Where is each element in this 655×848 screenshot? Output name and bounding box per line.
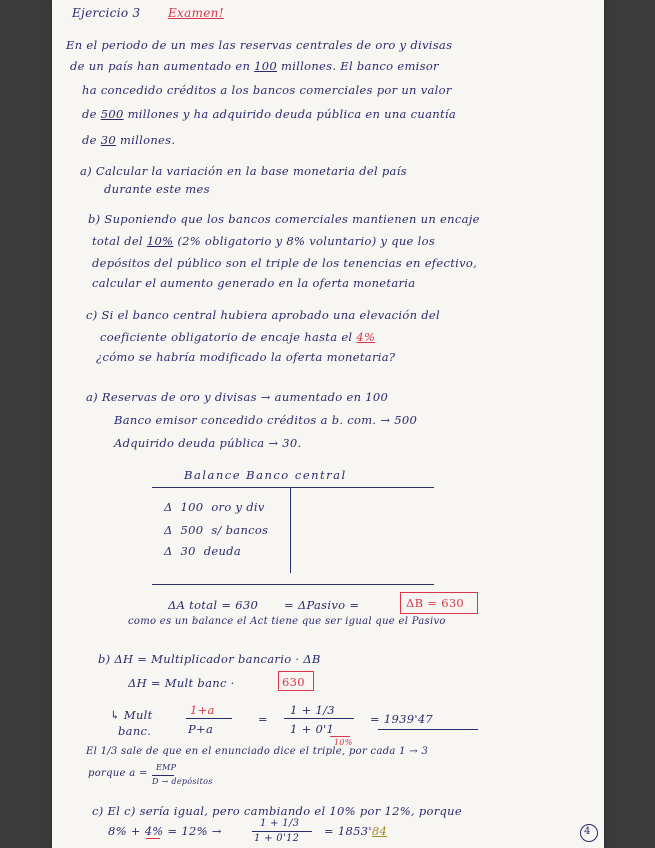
notebook-page: [52, 0, 604, 848]
result-a: ΔB = 630: [406, 596, 465, 610]
table-row-3: Δ 30 deuda: [164, 544, 241, 558]
t-account-center-line: [290, 487, 291, 573]
answer-a-line-2: Banco emisor concedido créditos a b. com. → 500: [114, 413, 418, 427]
question-c-line-3: ¿cómo se habría modificado la oferta monetaria?: [96, 350, 396, 364]
exercise-heading: Ejercicio 3: [72, 6, 141, 20]
exam-label: Examen!: [168, 6, 224, 20]
statement-line-4: de 500 millones y ha adquirido deuda pública en una cuantía: [82, 107, 457, 121]
t-account-bottom-line: [152, 584, 434, 585]
question-a-line-2: durante este mes: [104, 182, 210, 196]
balance-note: como es un balance el Act tiene que ser igual que el Pasivo: [128, 616, 446, 627]
question-b-line-4: calcular el aumento generado en la oferta monetaria: [92, 276, 416, 290]
frac3-bar: [252, 831, 312, 832]
balance-table-title: Balance Banco central: [184, 468, 347, 482]
question-b-line-1: b) Suponiendo que los bancos comerciales mantienen un encaje: [88, 212, 480, 226]
frac2-underline: [330, 736, 350, 737]
table-row-1: Δ 100 oro y div: [164, 500, 265, 514]
answer-a-line-3: Adquirido deuda pública → 30.: [114, 436, 302, 450]
total-assets: ΔA total = 630: [168, 598, 259, 612]
table-row-2: Δ 500 s/ bancos: [164, 523, 269, 537]
eq-sign-b: =: [258, 712, 268, 726]
frac2-note: 10%: [334, 738, 353, 747]
statement-line-1: En el periodo de un mes las reservas centrales de oro y divisas: [66, 38, 453, 52]
mult-label-2: banc.: [118, 724, 152, 738]
statement-line-3: ha concedido créditos a los bancos comerciales por un valor: [82, 83, 452, 97]
frac2-bar: [284, 718, 354, 719]
question-a-line-1: a) Calcular la variación en la base monetaria del país: [80, 164, 407, 178]
frac1-bar: [186, 718, 232, 719]
frac3-numerator: 1 + 1/3: [260, 818, 300, 829]
mult-input-value: 630: [282, 675, 305, 689]
frac2-numerator: 1 + 1/3: [290, 703, 335, 717]
answer-c-line-1: c) El c) sería igual, pero cambiando el 10% por 12%, porque: [92, 804, 462, 818]
answer-c-line-2: 8% + 4% = 12% →: [108, 824, 222, 838]
mult-label-1: ↳ Mult: [110, 708, 153, 722]
question-b-line-3: depósitos del público son el triple de los tenencias en efectivo,: [92, 256, 478, 270]
answer-b-note-emp: EMP: [156, 763, 177, 772]
note-frac-bar: [152, 775, 174, 776]
question-c-line-2: coeficiente obligatorio de encaje hasta el 4%: [100, 330, 376, 344]
total-liabilities: = ΔPasivo =: [284, 598, 360, 612]
answer-b-line-2: ΔH = Mult banc ·: [128, 676, 235, 690]
statement-line-2: de un país han aumentado en 100 millones. El banco emisor: [70, 59, 439, 73]
result-c: = 1853'84: [324, 824, 388, 838]
frac1-denominator: P+a: [188, 722, 214, 736]
t-account-top-line: [152, 487, 434, 488]
frac1-numerator: 1+a: [190, 703, 215, 717]
c-underline: [146, 838, 160, 839]
question-c-line-1: c) Si el banco central hubiera aprobado una elevación del: [86, 308, 441, 322]
answer-b-note-depositos: D → depósitos: [152, 777, 213, 786]
answer-b-line-1: b) ΔH = Multiplicador bancario · ΔB: [98, 652, 321, 666]
answer-b-note-2: porque a =: [88, 768, 148, 779]
statement-line-5: de 30 millones.: [82, 133, 176, 147]
answer-a-line-1: a) Reservas de oro y divisas → aumentado en 100: [86, 390, 389, 404]
result-b-underline: [378, 729, 478, 730]
frac3-denominator: 1 + 0'12: [254, 833, 300, 844]
answer-b-note-1: El 1/3 sale de que en el enunciado dice el triple, por cada 1 → 3: [86, 746, 429, 757]
page-number: 4: [584, 826, 591, 837]
result-b: = 1939'47: [370, 712, 434, 726]
frac2-denominator: 1 + 0'1: [290, 722, 335, 736]
question-b-line-2: total del 10% (2% obligatorio y 8% voluntario) y que los: [92, 234, 436, 248]
